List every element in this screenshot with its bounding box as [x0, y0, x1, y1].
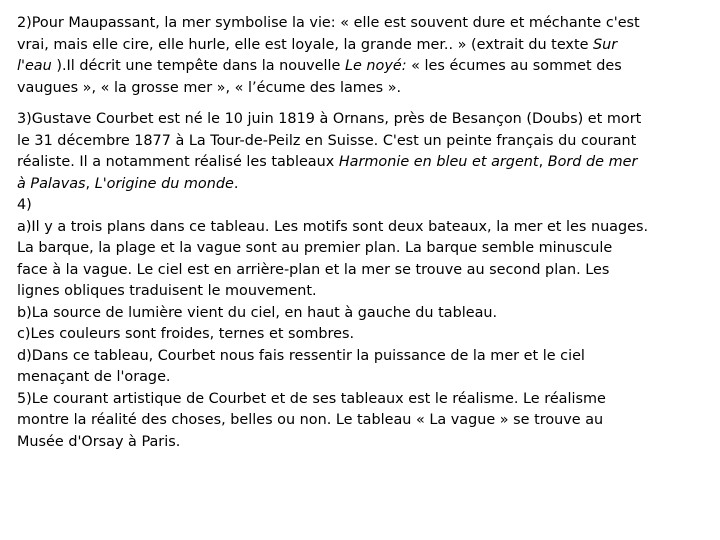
text-span: lignes obliques traduisent le mouvement. — [17, 283, 317, 299]
text-line — [17, 346, 707, 368]
text-span: a)Il y a trois plans dans ce tableau. Les motifs sont deux bateaux, la mer et les nuages. — [17, 218, 649, 235]
text-span: réaliste. Il a notamment réalisé les tableaux — [17, 154, 339, 170]
document-body — [17, 13, 707, 453]
text-span: d)Dans ce tableau, Courbet nous fais ressentir la puissance de la mer et le ciel — [17, 347, 585, 364]
italic-title: l'eau — [17, 58, 52, 74]
text-span: c)Les couleurs sont froides, ternes et sombres. — [17, 326, 355, 342]
text-span: 5)Le courant artistique de Courbet et de ses tableaux est le réalisme. Le réalisme — [17, 390, 606, 407]
text-line — [17, 281, 707, 303]
text-span: le 31 décembre 1877 à La Tour-de-Peilz en Suisse. C'est un peinte français du courant — [17, 132, 637, 149]
text-line — [17, 303, 707, 325]
italic-title: Bord de mer — [547, 154, 638, 170]
text-span: . — [233, 175, 239, 192]
text-line — [17, 238, 707, 260]
text-span: 3)Gustave Courbet est né le 10 juin 1819 à Ornans, près de Besançon (Doubs) et mort — [17, 111, 642, 127]
italic-title: Le noyé: — [344, 58, 407, 74]
text-span: Musée d'Orsay à Paris. — [17, 433, 181, 450]
text-line — [17, 35, 707, 57]
text-line — [17, 389, 707, 411]
text-span: vrai, mais elle cire, elle hurle, elle est loyale, la grande mer.. » (extrait du texte — [17, 36, 594, 53]
text-span: 4) — [17, 197, 32, 213]
text-span: ).Il décrit une tempête dans la nouvelle — [51, 58, 345, 74]
text-span: « les écumes au sommet des — [406, 58, 622, 74]
text-line — [17, 367, 707, 389]
paragraph-courbet — [17, 109, 707, 195]
text-span: face à la vague. Le ciel est en arrière-plan et la mer se trouve au second plan. Les — [17, 261, 610, 278]
paragraph-spacer — [17, 99, 707, 109]
text-line — [17, 13, 707, 35]
text-line — [17, 78, 707, 100]
text-span: vaugues », « la grosse mer », « l’écume des lames ». — [17, 79, 402, 96]
paragraph-maupassant — [17, 13, 707, 99]
text-line — [17, 109, 707, 131]
text-line — [17, 217, 707, 239]
text-line — [17, 432, 707, 454]
text-line — [17, 324, 707, 346]
text-span: , — [85, 175, 95, 192]
text-span: , — [538, 154, 548, 170]
text-line — [17, 56, 707, 78]
text-line — [17, 174, 707, 196]
text-line — [17, 410, 707, 432]
italic-title: à Palavas — [17, 175, 86, 192]
text-span: 2)Pour Maupassant, la mer symbolise la vie: « elle est souvent dure et méchante c'est — [17, 15, 640, 31]
text-span: La barque, la plage et la vague sont au premier plan. La barque semble minuscule — [17, 240, 613, 256]
italic-title: L'origine du monde — [94, 175, 234, 192]
text-line — [17, 131, 707, 153]
paragraph-analysis — [17, 195, 707, 453]
text-span: montre la réalité des choses, belles ou non. Le tableau « La vague » se trouve au — [17, 412, 604, 428]
text-line — [17, 260, 707, 282]
text-span: b)La source de lumière vient du ciel, en haut à gauche du tableau. — [17, 304, 498, 321]
italic-title: Sur — [593, 36, 618, 53]
text-line — [17, 152, 707, 174]
text-span: menaçant de l'orage. — [17, 369, 171, 385]
italic-title: Harmonie en bleu et argent — [338, 154, 539, 170]
text-line — [17, 195, 707, 217]
